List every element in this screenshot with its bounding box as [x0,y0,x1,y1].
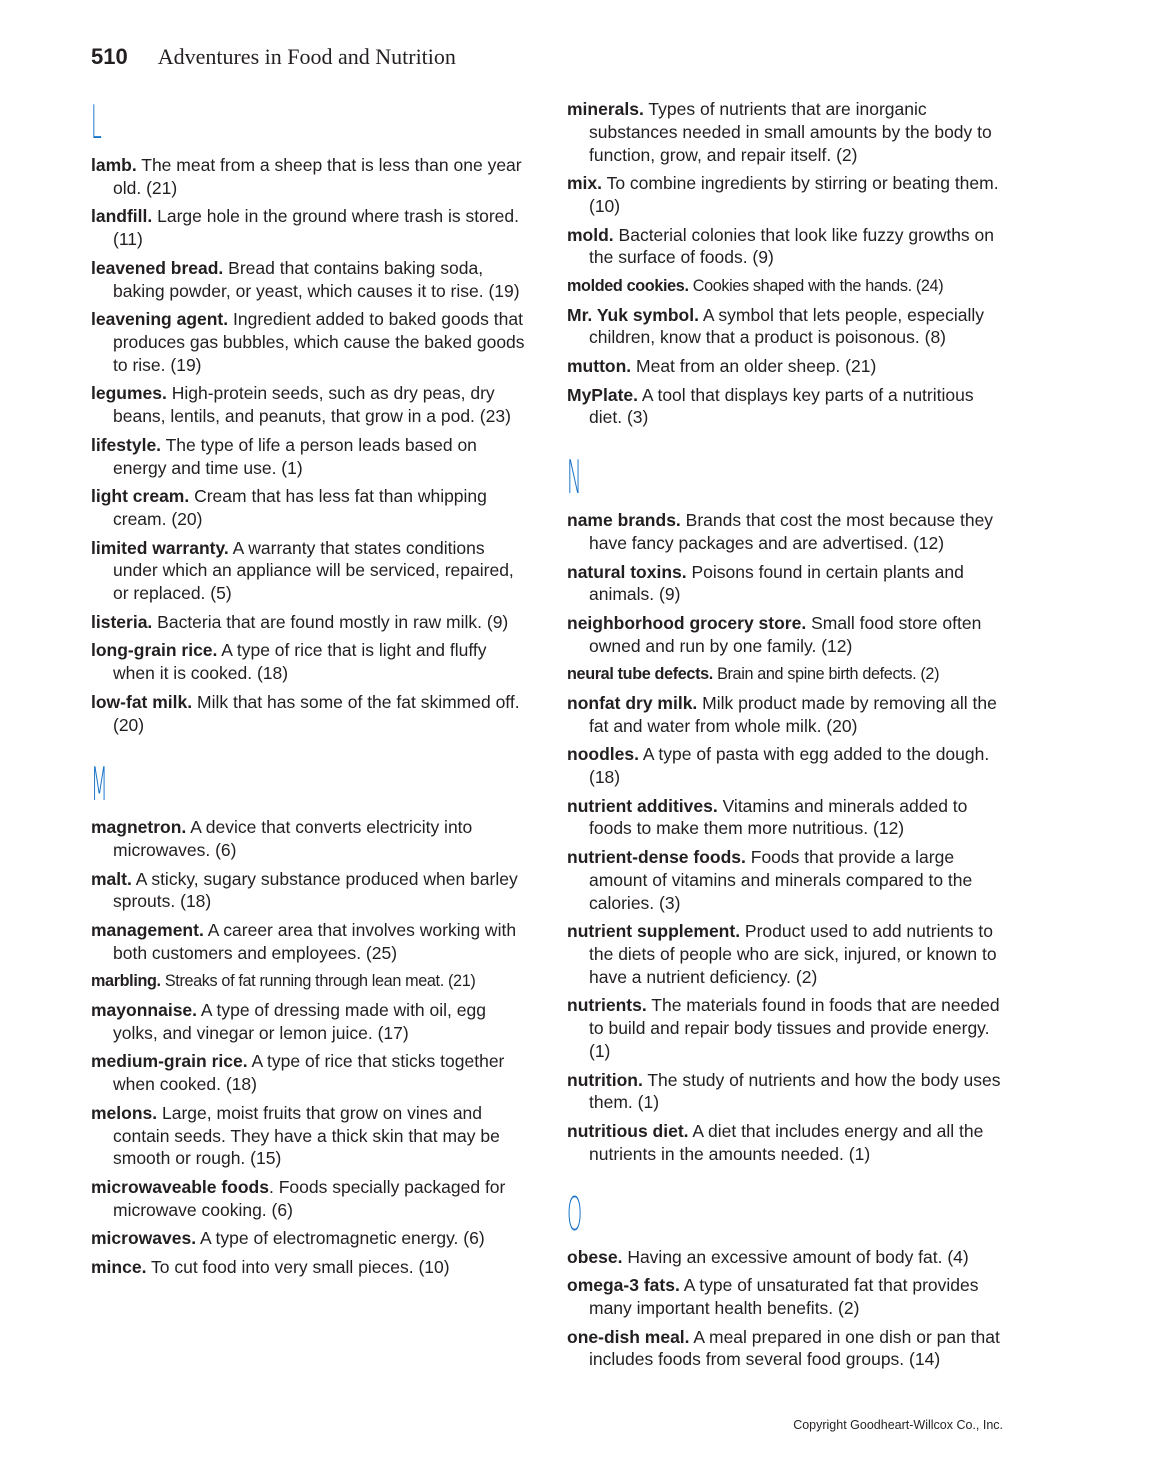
glossary-term: listeria. [91,611,153,632]
glossary-definition: Product used to add nutrients to the diets of people who are sick, injured, or known to have a nutrient deficiency. (2) [589,921,997,987]
glossary-term: one-dish meal. [567,1326,690,1347]
glossary-term: lifestyle. [91,434,162,455]
glossary-entry [91,639,531,685]
glossary-definition: A type of pasta with egg added to the dough. (18) [589,744,990,788]
glossary-definition: A tool that displays key parts of a nutritious diet. (3) [589,384,974,428]
glossary-entry [567,275,1009,298]
book-title: Adventures in Food and Nutrition [157,44,456,69]
glossary-definition: Brands that cost the most because they have fancy packages and are advertised. (12) [589,510,994,553]
glossary-term: nonfat dry milk. [567,692,698,713]
glossary-entry [567,1274,1009,1320]
glossary-entry [91,537,531,605]
page-number: 510 [91,44,128,69]
glossary-entry [567,355,1009,378]
glossary-column-left [91,95,531,1303]
glossary-definition: Bacterial colonies that look like fuzzy growths on the surface of foods. (9) [589,224,994,268]
glossary-term: mix. [567,173,603,194]
glossary-definition: The materials found in foods that are needed to build and repair body tissues and provide energy. (1) [589,995,1000,1062]
glossary-entry [91,919,531,965]
glossary-section [567,98,1009,429]
glossary-definition: Bread that contains baking soda, baking powder, or yeast, which causes it to rise. (19) [113,257,520,301]
glossary-term: microwaveable foods [91,1177,269,1198]
glossary-term: neural tube defects. [567,665,713,684]
glossary-definition: A sticky, sugary substance produced when barley sprouts. (18) [113,868,518,912]
page-header [91,44,456,78]
glossary-entry [91,1256,531,1279]
glossary-entry [91,611,531,634]
glossary-entry [567,98,1009,166]
glossary-term: magnetron. [91,817,187,838]
glossary-definition: Vitamins and minerals added to foods to make them more nutritious. (12) [589,795,968,839]
glossary-entry [91,257,531,303]
glossary-entry [567,994,1009,1062]
glossary-definition: The study of nutrients and how the body uses them. (1) [589,1069,1001,1113]
glossary-entry [91,691,531,737]
glossary-definition: Foods that provide a large amount of vitamins and minerals compared to the calories. (3) [589,847,973,913]
glossary-term: name brands. [567,510,681,531]
glossary-definition: A meal prepared in one dish or pan that includes foods from several food groups. (14) [589,1326,1000,1370]
glossary-term: mayonnaise. [91,1000,198,1021]
glossary-entry [91,308,531,376]
glossary-definition: A symbol that lets people, especially children, know that a product is poisonous. (8) [589,304,984,348]
glossary-entry [567,1120,1009,1166]
glossary-term: molded cookies. [567,276,689,295]
glossary-entry [91,868,531,914]
glossary-entry [91,485,531,531]
glossary-definition: Large hole in the ground where trash is stored. (11) [113,206,519,250]
glossary-section [567,1186,1009,1372]
glossary-definition: Types of nutrients that are inorganic substances needed in small amounts by the body to function, grow, and repair itself. (2) [589,99,992,165]
glossary-entry [567,1069,1009,1115]
glossary-term: nutrients. [567,995,647,1016]
glossary-definition: A career area that involves working with both customers and employees. (25) [113,920,517,963]
glossary-term: legumes. [91,383,167,404]
glossary-term: Mr. Yuk symbol. [567,304,699,325]
copyright-notice: Copyright Goodheart-Willcox Co., Inc. [793,1418,1003,1432]
glossary-term: minerals. [567,99,644,119]
glossary-definition: Milk that has some of the fat skimmed off. (20) [113,691,520,735]
glossary-term: mutton. [567,355,632,376]
glossary-entry [567,846,1009,914]
glossary-entry [567,561,1009,607]
glossary-term: nutrient-dense foods. [567,847,746,868]
glossary-entry [91,154,531,200]
glossary-term: nutrition. [567,1069,643,1090]
glossary-term: lamb. [91,155,137,175]
glossary-definition: Poisons found in certain plants and animals. (9) [589,561,964,605]
glossary-entry [567,509,1009,555]
glossary-term: light cream. [91,486,190,507]
glossary-entry [91,1176,531,1222]
glossary-term: nutrient additives. [567,795,718,816]
section-letter: M [91,757,108,812]
glossary-term: mold. [567,224,614,245]
glossary-definition: Having an excessive amount of body fat. (4) [622,1246,969,1267]
glossary-entry [91,1227,531,1250]
glossary-definition: A type of rice that is light and fluffy when it is cooked. (18) [113,640,487,684]
glossary-definition: A type of unsaturated fat that provides many important health benefits. (2) [589,1275,979,1319]
glossary-definition: . Foods specially packaged for microwave cooking. (6) [113,1177,506,1220]
glossary-entry [567,1326,1009,1372]
glossary-entry [567,795,1009,841]
glossary-definition: Cream that has less fat than whipping cream. (20) [113,486,487,529]
glossary-definition: High-protein seeds, such as dry peas, dry beans, lentils, and peanuts, that grow in a pod. (23) [113,383,511,427]
glossary-entry [567,743,1009,789]
glossary-term: long-grain rice. [91,640,218,661]
glossary-entry [567,384,1009,430]
glossary-term: microwaves. [91,1228,197,1249]
glossary-entry [567,304,1009,350]
glossary-definition: A type of rice that sticks together when cooked. (18) [113,1051,505,1095]
section-letter: O [567,1186,582,1241]
glossary-term: MyPlate. [567,384,638,405]
glossary-definition: Meat from an older sheep. (21) [631,355,877,376]
glossary-entry [91,1050,531,1096]
glossary-term: management. [91,920,204,941]
glossary-term: obese. [567,1246,623,1267]
glossary-definition: Small food store often owned and run by one family. (12) [589,612,982,656]
glossary-definition: Brain and spine birth defects. (2) [712,665,940,684]
glossary-entry [567,224,1009,270]
glossary-entry [91,999,531,1045]
glossary-term: leavening agent. [91,309,229,330]
glossary-term: nutritious diet. [567,1121,689,1142]
glossary-entry [91,816,531,862]
glossary-section [91,95,531,736]
glossary-definition: A warranty that states conditions under which an appliance will be serviced, repaired, or replaced. (5) [113,537,514,604]
glossary-entry [567,612,1009,658]
glossary-term: natural toxins. [567,561,687,582]
glossary-definition: The meat from a sheep that is less than one year old. (21) [113,155,522,198]
glossary-term: leavened bread. [91,257,224,278]
glossary-column-right [567,98,1009,1395]
glossary-definition: Cookies shaped with the hands. (24) [688,276,944,295]
glossary-section [91,757,531,1279]
glossary-definition: To combine ingredients by stirring or beating them. (10) [589,173,999,216]
glossary-definition: To cut food into very small pieces. (10) [146,1257,450,1278]
glossary-entry [567,172,1009,218]
glossary-term: noodles. [567,744,639,765]
glossary-entry [567,663,1009,686]
glossary-definition: Milk product made by removing all the fat and water from whole milk. (20) [589,692,997,736]
glossary-definition: A device that converts electricity into microwaves. (6) [113,817,473,861]
glossary-entry [567,1246,1009,1269]
glossary-term: melons. [91,1102,158,1123]
glossary-entry [567,692,1009,738]
glossary-definition: A diet that includes energy and all the nutrients in the amounts needed. (1) [589,1121,984,1164]
glossary-term: malt. [91,868,132,889]
glossary-definition: Streaks of fat running through lean meat. (21) [160,972,476,991]
glossary-definition: Large, moist fruits that grow on vines and contain seeds. They have a thick skin that may be smooth or rough. (15) [113,1102,500,1169]
glossary-definition: A type of electromagnetic energy. (6) [196,1228,485,1249]
glossary-entry [91,970,531,993]
glossary-section [567,450,1009,1165]
glossary-term: nutrient supplement. [567,921,741,942]
glossary-definition: A type of dressing made with oil, egg yolks, and vinegar or lemon juice. (17) [113,1000,486,1043]
section-letter: N [567,450,582,505]
glossary-entry [91,382,531,428]
glossary-definition: The type of life a person leads based on energy and time use. (1) [113,434,477,478]
glossary-term: medium-grain rice. [91,1051,248,1072]
glossary-term: low-fat milk. [91,691,193,712]
glossary-term: mince. [91,1257,147,1278]
glossary-entry [567,920,1009,988]
glossary-term: landfill. [91,206,153,227]
glossary-definition: Ingredient added to baked goods that produces gas bubbles, which cause the baked goods to rise. (19) [113,309,525,375]
glossary-term: neighborhood grocery store. [567,612,807,633]
glossary-term: omega-3 fats. [567,1275,680,1296]
glossary-term: limited warranty. [91,537,229,558]
glossary-entry [91,434,531,480]
glossary-entry [91,1102,531,1170]
section-letter: L [91,95,102,149]
glossary-entry [91,205,531,251]
glossary-definition: Bacteria that are found mostly in raw milk. (9) [152,611,509,632]
glossary-term: marbling. [91,972,161,991]
